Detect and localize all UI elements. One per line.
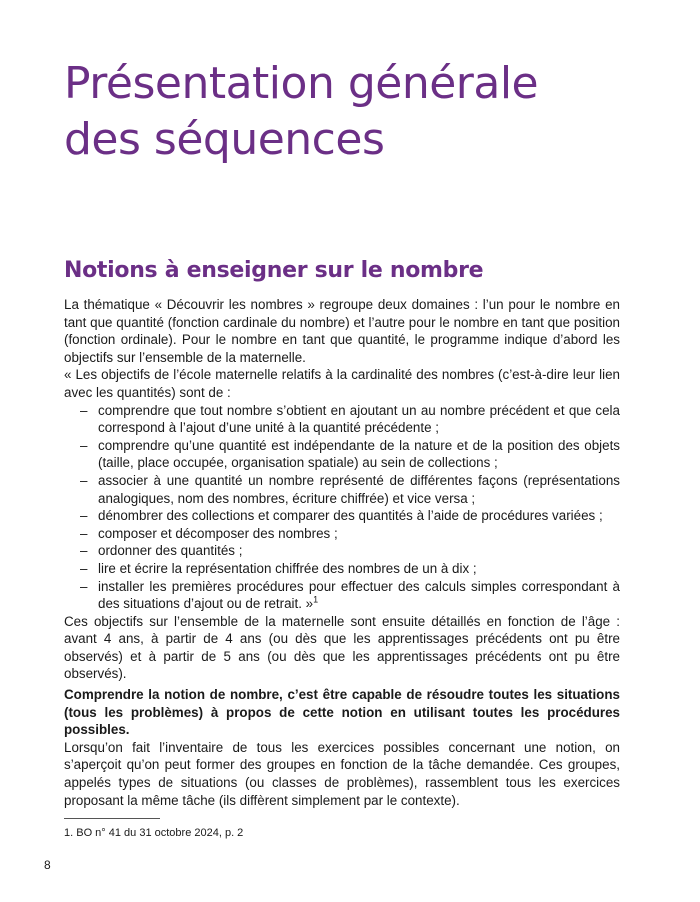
list-item	[80, 525, 620, 543]
list-item	[80, 402, 620, 437]
dash-marker: –	[80, 508, 88, 524]
list-item-text: installer les premières procédures pour effectuer des calculs simples correspondant à des situations d’ajout ou de retrait. »	[98, 578, 620, 612]
dash-marker: –	[80, 543, 88, 559]
page-title	[64, 56, 664, 168]
footnote: 1. BO n° 41 du 31 octobre 2024, p. 2	[64, 827, 244, 839]
list-item	[80, 578, 620, 613]
section-heading: Notions à enseigner sur le nombre	[64, 258, 484, 283]
notion-bold-statement: Comprendre la notion de nombre, c’est être capable de résoudre toutes les situations (tous les problèmes) à propos de cette notion en utilisant toutes les procédures possibles.	[64, 687, 620, 738]
footnote-reference[interactable]: 1	[313, 594, 319, 605]
list-item-text: associer à une quantité un nombre représenté de différentes façons (représentations analogiques, nom des nombres, écriture chiffrée) et vice versa ;	[98, 472, 620, 506]
notion-block	[64, 686, 620, 809]
list-item	[80, 507, 620, 525]
list-item	[80, 560, 620, 578]
page-title-line-1: Présentation générale	[64, 58, 539, 109]
list-item-text: comprendre qu’une quantité est indépendante de la nature et de la position des objets (taille, place occupée, organisation spatiale) au sein de collections ;	[98, 437, 620, 471]
list-item	[80, 542, 620, 560]
footnote-divider	[64, 818, 160, 819]
dash-marker: –	[80, 402, 88, 418]
list-item	[80, 472, 620, 507]
list-item-text: composer et décomposer des nombres ;	[98, 525, 338, 541]
page-number: 8	[44, 858, 51, 872]
dash-marker: –	[80, 472, 88, 488]
list-item-text: comprendre que tout nombre s’obtient en ajoutant un au nombre précédent et que cela correspond à l’ajout d’une unité à la quantité précédente ;	[98, 402, 620, 436]
list-item-text: lire et écrire la représentation chiffrée des nombres de un à dix ;	[98, 560, 477, 576]
page-title-line-2: des séquences	[64, 114, 385, 165]
after-list-paragraph: Ces objectifs sur l’ensemble de la maternelle sont ensuite détaillés en fonction de l’âge : avant 4 ans, à partir de 4 ans (ou dès que les apprentissages précédents ont pu être observés) et à partir de 5 ans (ou dès que les apprentissages précédents ont pu être observés).	[64, 613, 620, 682]
notion-paragraph: Lorsqu’on fait l’inventaire de tous les exercices possibles concernant une notion, on s’aperçoit qu’on peut former des groupes en fonction de la tâche demandée. Ces groupes, appelés types de situations (ou classes de problèmes), rassemblent tous les exercices proposant la même tâche (ils diffèrent simplement par le contexte).	[64, 739, 620, 808]
dash-marker: –	[80, 578, 88, 594]
list-item	[80, 437, 620, 472]
quote-intro: « Les objectifs de l’école maternelle relatifs à la cardinalité des nombres (c’est-à-dire leur lien avec les quantités) sont de :	[64, 367, 620, 400]
list-item-text: ordonner des quantités ;	[98, 543, 243, 559]
dash-marker: –	[80, 437, 88, 453]
dash-marker: –	[80, 560, 88, 576]
dash-marker: –	[80, 525, 88, 541]
objectives-list	[64, 402, 620, 613]
list-item-text: dénombrer des collections et comparer des quantités à l’aide de procédures variées ;	[98, 508, 603, 524]
section-body	[64, 296, 620, 683]
intro-paragraph: La thématique « Découvrir les nombres » regroupe deux domaines : l’un pour le nombre en tant que quantité (fonction cardinale du nombre) et l’autre pour le nombre en tant que position (fonction ordinale). Pour le nombre en tant que quantité, le programme indique d’abord les objectifs sur l’ensemble de la maternelle.	[64, 297, 620, 365]
